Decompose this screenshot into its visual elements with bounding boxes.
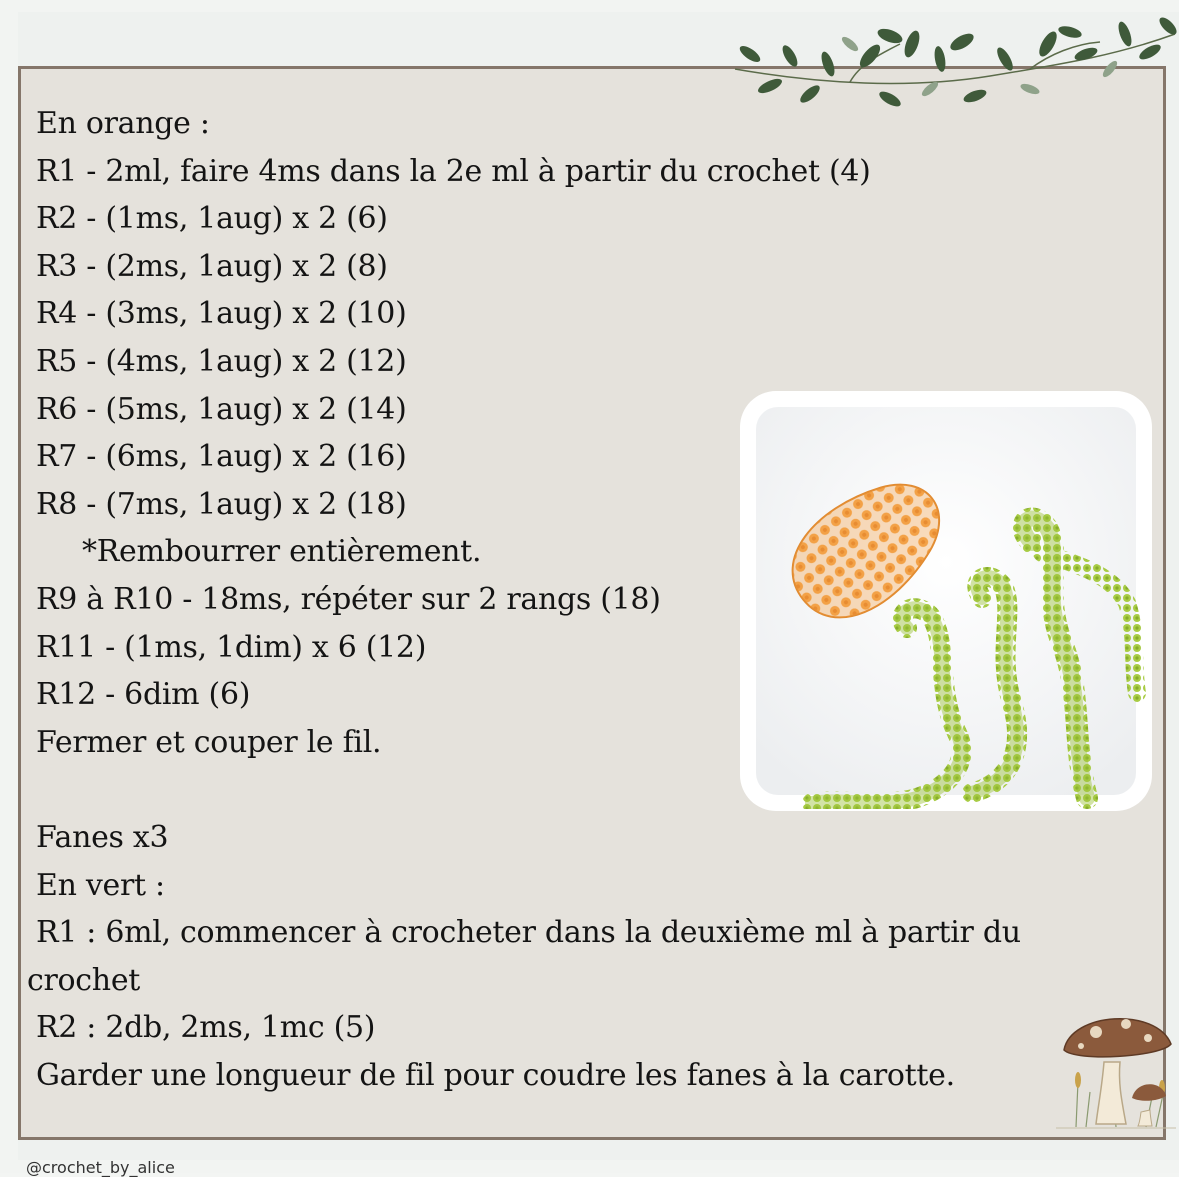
round-row: R4 - (3ms, 1aug) x 2 (10) bbox=[36, 296, 407, 332]
round-row: R12 - 6dim (6) bbox=[36, 677, 251, 713]
fanes-title: Fanes x3 bbox=[36, 819, 169, 855]
round-row: R1 - 2ml, faire 4ms dans la 2e ml à partir du crochet (4) bbox=[36, 153, 871, 189]
round-row: R5 - (4ms, 1aug) x 2 (12) bbox=[36, 343, 407, 379]
fanes-finish-instruction: Garder une longueur de fil pour coudre les fanes à la carotte. bbox=[36, 1057, 955, 1093]
round-row: R2 : 2db, 2ms, 1mc (5) bbox=[36, 1010, 376, 1046]
round-row: R8 - (7ms, 1aug) x 2 (18) bbox=[36, 486, 407, 522]
round-row-continuation: crochet bbox=[27, 962, 141, 998]
round-row: R3 - (2ms, 1aug) x 2 (8) bbox=[36, 248, 388, 284]
finish-instruction: Fermer et couper le fil. bbox=[36, 724, 382, 760]
author-handle: @crochet_by_alice bbox=[26, 1158, 175, 1177]
round-row: R7 - (6ms, 1aug) x 2 (16) bbox=[36, 439, 407, 475]
fanes-heading: En vert : bbox=[36, 867, 165, 903]
crochet-carrot-photo bbox=[742, 393, 1150, 809]
mushroom-icon bbox=[1056, 1002, 1176, 1132]
round-row: R1 : 6ml, commencer à crocheter dans la deuxième ml à partir du bbox=[36, 915, 1021, 951]
stuffing-note: *Rembourrer entièrement. bbox=[82, 534, 482, 570]
round-row: R11 - (1ms, 1dim) x 6 (12) bbox=[36, 629, 427, 665]
round-row: R6 - (5ms, 1aug) x 2 (14) bbox=[36, 391, 407, 427]
round-row: R9 à R10 - 18ms, répéter sur 2 rangs (18) bbox=[36, 581, 661, 617]
orange-heading: En orange : bbox=[36, 106, 210, 141]
leaf-branch-icon bbox=[730, 14, 1179, 114]
round-row: R2 - (1ms, 1aug) x 2 (6) bbox=[36, 201, 388, 237]
